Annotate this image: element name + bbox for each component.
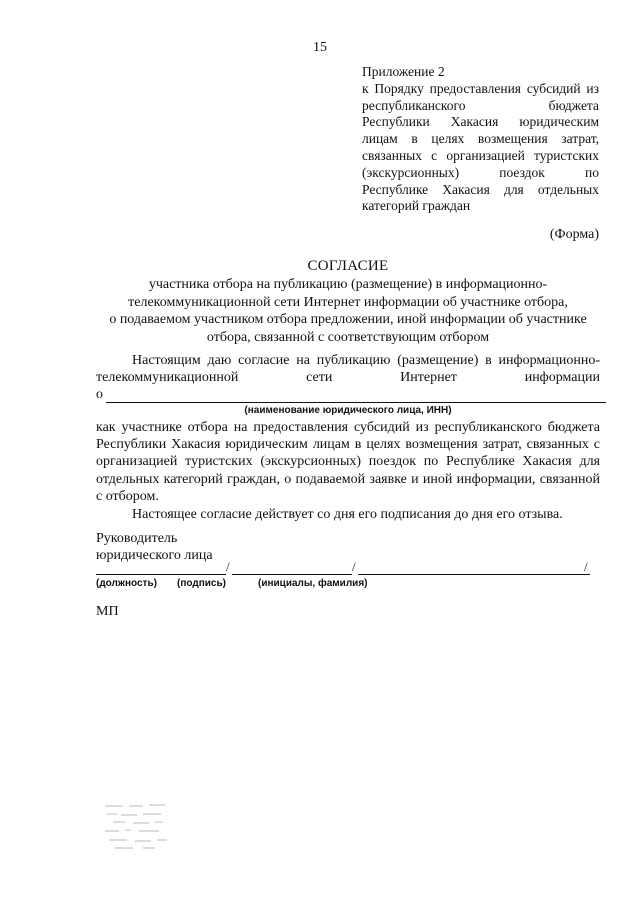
consent-line-2: телекоммуникационной сети Интернет информации [96, 370, 600, 386]
page-number: 15 [313, 40, 327, 55]
appendix-header [362, 64, 599, 215]
faint-stamp-mark [103, 800, 169, 852]
paragraph-line: организацией туристских (экскурсионных) поездок по Республике Хакасия для [96, 454, 600, 470]
signature-caption: (подпись) [177, 578, 226, 589]
title-line: отбора, связанной с соответствующим отбором [206, 329, 490, 345]
appendix-line: (экскурсионных) поездок по [362, 164, 599, 180]
form-label: (Форма) [549, 227, 599, 242]
appendix-line: лицам в целях возмещения затрат, [362, 131, 599, 147]
paragraph-line: как участнике отбора на предоставления субсидий из республиканского бюджета [96, 420, 600, 435]
consent-paragraph [96, 419, 600, 523]
seal-placeholder: МП [96, 604, 119, 619]
position-caption: (должность) [96, 578, 157, 589]
about-prefix: о [96, 387, 103, 402]
signatory-label-line: юридического лица [96, 548, 213, 564]
name-field-line[interactable] [358, 574, 590, 575]
title-line: телекоммуникационной сети Интернет информации об участнике отбора, [128, 294, 568, 310]
appendix-line: республиканского бюджета [362, 97, 599, 113]
signatory-label-line: Руководитель [96, 531, 178, 546]
appendix-line: связанных с организацией туристских [362, 147, 599, 163]
position-field-line[interactable] [96, 574, 226, 575]
signatory-label [96, 530, 600, 564]
appendix-line: Республики Хакасия юридическим [362, 114, 599, 130]
name-caption: (инициалы, фамилия) [258, 578, 368, 589]
separator: / [352, 559, 356, 574]
appendix-line: Приложение 2 [362, 64, 445, 79]
appendix-line: категорий граждан [362, 198, 471, 214]
appendix-line: к Порядку предоставления субсидий из [362, 80, 599, 96]
paragraph-line: Республики Хакасия юридическим лицам в целях возмещения затрат, связанных с [96, 437, 600, 453]
separator: / [226, 559, 230, 574]
signature-field-line[interactable] [232, 574, 352, 575]
appendix-line: Республике Хакасия для отдельных [362, 181, 599, 197]
separator: / [584, 559, 588, 574]
legal-entity-field-line[interactable] [106, 402, 606, 403]
document-title [96, 258, 600, 346]
title-heading: СОГЛАСИЕ [307, 258, 389, 274]
paragraph-line: с отбором. [96, 488, 159, 504]
validity-statement: Настоящее согласие действует со дня его подписания до дня его отзыва. [132, 507, 563, 523]
consent-line-1: Настоящим даю согласие на публикацию (размещение) в информационно- [132, 353, 600, 368]
consent-intro [96, 352, 600, 386]
title-line: о подаваемом участником отбора предложении, иной информации об участнике [109, 312, 587, 328]
title-line: участника отбора на публикацию (размещение) в информационно- [148, 277, 548, 293]
legal-entity-field-caption: (наименование юридического лица, ИНН) [244, 405, 452, 416]
paragraph-line: отдельных категорий граждан, о подаваемой заявке и иной информации, связанной [96, 471, 600, 487]
